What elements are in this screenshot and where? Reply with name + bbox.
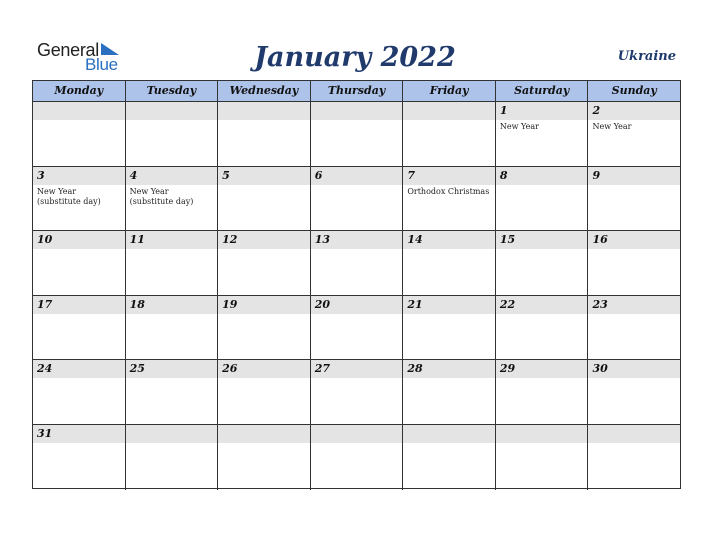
day-cell[interactable]	[495, 167, 588, 231]
week-row	[33, 296, 680, 361]
weekday-header-thursday: Thursday	[310, 81, 403, 101]
day-number-band	[126, 167, 218, 185]
day-cell[interactable]	[217, 231, 310, 295]
day-number-band	[403, 102, 495, 120]
week-row	[33, 167, 680, 232]
day-number-band	[403, 425, 495, 443]
day-number: 11	[129, 233, 145, 247]
day-cell[interactable]	[33, 167, 125, 231]
day-cell[interactable]	[402, 102, 495, 166]
day-number: 26	[222, 362, 238, 376]
day-number: 16	[592, 233, 608, 247]
day-number-band	[126, 102, 218, 120]
day-cell[interactable]	[402, 231, 495, 295]
day-number-band	[33, 102, 125, 120]
day-number: 24	[37, 362, 53, 376]
day-number-band	[33, 167, 125, 185]
weekday-header-tuesday: Tuesday	[125, 81, 218, 101]
day-cell[interactable]	[310, 360, 403, 424]
week-row	[33, 102, 680, 167]
country-label: Ukraine	[617, 49, 676, 64]
day-number-band	[588, 425, 680, 443]
day-cell[interactable]	[402, 360, 495, 424]
day-cell[interactable]	[587, 167, 680, 231]
day-number-band	[311, 102, 403, 120]
day-number-band	[588, 102, 680, 120]
day-cell[interactable]	[495, 296, 588, 360]
day-cell[interactable]	[587, 360, 680, 424]
day-cell[interactable]	[402, 425, 495, 490]
day-cell[interactable]	[495, 102, 588, 166]
weekday-header-wednesday: Wednesday	[217, 81, 310, 101]
calendar-grid	[32, 80, 681, 489]
day-number: 5	[222, 168, 230, 182]
day-number: 21	[407, 297, 423, 311]
day-number-band	[496, 167, 588, 185]
day-number: 30	[592, 362, 608, 376]
day-number-band	[218, 102, 310, 120]
day-number-band	[403, 167, 495, 185]
day-cell[interactable]	[33, 231, 125, 295]
day-cell[interactable]	[125, 425, 218, 490]
day-cell[interactable]	[495, 425, 588, 490]
day-number-band	[588, 167, 680, 185]
day-cell[interactable]	[310, 231, 403, 295]
day-number: 8	[499, 168, 508, 182]
day-cell[interactable]	[402, 167, 495, 231]
weekday-header-friday: Friday	[402, 81, 495, 101]
day-cell[interactable]	[217, 102, 310, 166]
day-cell[interactable]	[587, 296, 680, 360]
day-number: 27	[314, 362, 331, 376]
day-number: 31	[37, 426, 53, 440]
week-row	[33, 231, 680, 296]
page-title: January 2022	[254, 42, 456, 73]
week-row	[33, 360, 680, 425]
day-cell[interactable]	[125, 102, 218, 166]
day-cell[interactable]	[33, 360, 125, 424]
day-number: 15	[499, 233, 516, 247]
day-number-band	[311, 425, 403, 443]
day-number: 22	[499, 297, 516, 311]
day-cell[interactable]	[33, 296, 125, 360]
day-number: 18	[129, 297, 145, 311]
day-cell[interactable]	[310, 167, 403, 231]
flag-icon	[99, 42, 121, 56]
brand-logo	[37, 40, 127, 74]
day-cell[interactable]	[33, 425, 125, 490]
day-number: 20	[314, 297, 331, 311]
day-cell[interactable]	[217, 360, 310, 424]
day-number-band	[311, 167, 403, 185]
day-cell[interactable]	[587, 425, 680, 490]
day-cell[interactable]	[587, 231, 680, 295]
day-number: 29	[499, 362, 516, 376]
weekday-header-monday: Monday	[54, 84, 104, 97]
brand-general-text: General	[37, 40, 99, 60]
day-cell[interactable]	[33, 102, 125, 166]
holiday-label: New Year (substitute day)	[37, 186, 101, 206]
weekday-header-sunday: Sunday	[587, 81, 680, 101]
holiday-label: Orthodox Christmas	[407, 186, 490, 196]
day-cell[interactable]	[310, 425, 403, 490]
day-cell[interactable]	[495, 360, 588, 424]
week-row	[33, 425, 680, 490]
day-number-band	[218, 167, 310, 185]
day-number: 25	[129, 362, 145, 376]
day-number: 12	[222, 233, 238, 247]
day-number-band	[496, 425, 588, 443]
day-number: 17	[37, 297, 53, 311]
weekday-header-row	[33, 81, 680, 102]
day-cell[interactable]	[125, 296, 218, 360]
day-number: 13	[314, 233, 331, 247]
day-number: 2	[592, 104, 601, 117]
day-number: 4	[129, 168, 138, 182]
day-number: 3	[37, 168, 45, 182]
day-cell[interactable]	[310, 296, 403, 360]
day-number: 1	[499, 104, 508, 117]
day-number-band	[496, 102, 588, 120]
day-cell[interactable]	[217, 425, 310, 490]
holiday-label: New Year (substitute day)	[129, 186, 194, 206]
day-number-band	[218, 425, 310, 443]
day-cell[interactable]	[125, 167, 218, 231]
day-cell[interactable]	[125, 231, 218, 295]
day-cell[interactable]	[402, 296, 495, 360]
day-number: 7	[407, 168, 415, 182]
day-cell[interactable]	[310, 102, 403, 166]
day-number-band	[126, 425, 218, 443]
day-cell[interactable]	[217, 167, 310, 231]
day-cell[interactable]	[587, 102, 680, 166]
day-cell[interactable]	[125, 360, 218, 424]
holiday-label: New Year	[499, 122, 539, 131]
day-number: 9	[592, 168, 601, 182]
day-number: 23	[592, 297, 608, 311]
day-number: 10	[37, 233, 53, 247]
day-cell[interactable]	[495, 231, 588, 295]
day-cell[interactable]	[217, 296, 310, 360]
day-number: 28	[407, 362, 423, 376]
day-number: 19	[222, 297, 238, 311]
brand-blue-text: Blue	[85, 55, 118, 74]
day-number: 6	[314, 168, 323, 182]
weekday-header-saturday: Saturday	[495, 81, 588, 101]
day-number: 14	[407, 233, 423, 247]
holiday-label: New Year	[592, 122, 632, 131]
